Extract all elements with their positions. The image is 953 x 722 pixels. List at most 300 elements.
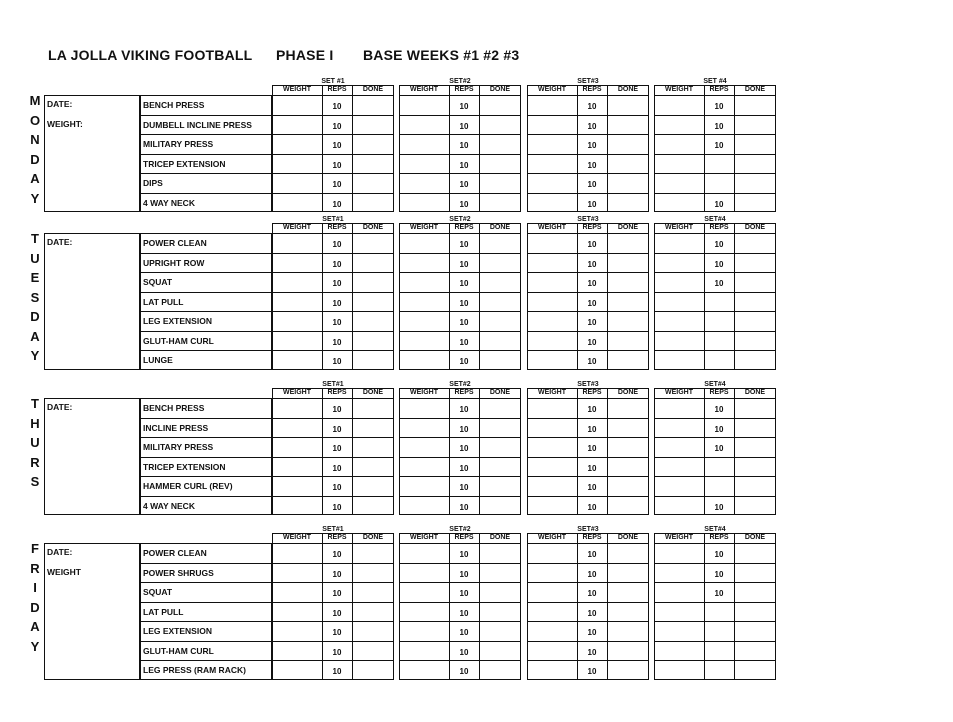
row-line: [140, 292, 272, 293]
column-divider: [527, 533, 528, 543]
row-line: [654, 602, 776, 603]
reps-value: 10: [714, 279, 724, 288]
reps-value: 10: [332, 483, 342, 492]
team-title: LA JOLLA VIKING FOOTBALL: [48, 47, 253, 63]
row-line: [527, 641, 649, 642]
column-divider: [272, 85, 273, 95]
reps-value: 10: [587, 550, 597, 559]
row-line: [654, 621, 776, 622]
column-divider: [607, 533, 608, 680]
column-divider: [399, 223, 400, 233]
row-line: [654, 115, 776, 116]
row-line: [140, 311, 272, 312]
row-line: [654, 418, 776, 419]
reps-column-header: REPS: [327, 534, 347, 541]
done-column-header: DONE: [744, 224, 766, 231]
day-letter: I: [33, 580, 37, 595]
row-line: [399, 476, 521, 477]
row-line: [140, 193, 272, 194]
reps-column-header: REPS: [454, 389, 474, 396]
reps-value: 10: [332, 667, 342, 676]
reps-value: 10: [714, 102, 724, 111]
day-letter: R: [30, 560, 40, 576]
weight-column-header: WEIGHT: [538, 224, 566, 231]
row-line: [527, 173, 649, 174]
set-label: SET#3: [577, 381, 599, 388]
reps-value: 10: [587, 628, 597, 637]
exercise-name: GLUT-HAM CURL: [143, 645, 214, 656]
exercise-name: 4 WAY NECK: [143, 197, 195, 208]
row-line: [140, 154, 272, 155]
reps-value: 10: [459, 199, 469, 209]
column-divider: [654, 223, 655, 233]
set-label: SET#2: [449, 216, 471, 223]
row-line: [140, 253, 272, 254]
header-line: [527, 388, 649, 389]
row-line: [140, 272, 272, 273]
row-line: [399, 173, 521, 174]
column-divider: [654, 388, 655, 398]
column-divider: [399, 533, 400, 543]
reps-value: 10: [459, 298, 469, 308]
reps-value: 10: [587, 160, 597, 170]
row-line: [654, 253, 776, 254]
exercise-name: LUNGE: [143, 355, 173, 365]
reps-value: 10: [332, 628, 342, 637]
reps-value: 10: [714, 121, 724, 131]
row-line: [272, 311, 394, 312]
row-line: [272, 641, 394, 642]
column-divider: [520, 388, 521, 398]
row-line: [654, 311, 776, 312]
done-column-header: DONE: [617, 86, 639, 93]
weight-column-header: WEIGHT: [538, 534, 566, 541]
reps-value: 10: [459, 569, 469, 579]
row-line: [654, 272, 776, 273]
reps-value: 10: [332, 444, 342, 453]
day-letter: Y: [30, 348, 40, 363]
reps-value: 10: [587, 318, 597, 327]
reps-column-header: REPS: [327, 389, 347, 396]
column-divider: [393, 85, 394, 95]
reps-value: 10: [587, 483, 597, 492]
row-line: [654, 173, 776, 174]
row-line: [399, 193, 521, 194]
info-label: DATE:: [47, 99, 73, 109]
reps-value: 10: [587, 424, 597, 434]
day-letter: A: [30, 619, 40, 634]
row-line: [399, 154, 521, 155]
reps-column-header: REPS: [709, 389, 729, 396]
reps-value: 10: [459, 318, 469, 327]
row-line: [399, 457, 521, 458]
header-line: [527, 85, 649, 86]
reps-column-header: REPS: [709, 534, 729, 541]
column-divider: [393, 223, 394, 233]
day-letter: A: [30, 171, 40, 186]
row-line: [654, 193, 776, 194]
done-column-header: DONE: [489, 86, 511, 93]
done-column-header: DONE: [617, 534, 639, 541]
reps-value: 10: [459, 444, 469, 453]
phase-title: PHASE I: [276, 47, 334, 63]
row-line: [527, 154, 649, 155]
done-column-header: DONE: [362, 224, 384, 231]
row-line: [654, 582, 776, 583]
exercise-name: MILITARY PRESS: [143, 139, 214, 149]
reps-value: 10: [587, 502, 597, 512]
exercise-name: HAMMER CURL (REV): [143, 481, 233, 491]
row-line: [654, 641, 776, 642]
reps-value: 10: [587, 102, 597, 111]
header-line: [272, 223, 394, 224]
info-label: DATE:: [47, 237, 73, 247]
day-letter: E: [30, 270, 40, 285]
set-label: SET#4: [704, 381, 726, 388]
weight-column-header: WEIGHT: [665, 86, 693, 93]
row-line: [527, 457, 649, 458]
row-line: [654, 563, 776, 564]
day-letter: Y: [30, 190, 40, 206]
row-line: [527, 602, 649, 603]
reps-value: 10: [587, 463, 597, 473]
row-line: [399, 602, 521, 603]
exercise-name: POWER SHRUGS: [143, 567, 214, 578]
reps-value: 10: [459, 121, 469, 131]
reps-value: 10: [459, 647, 469, 657]
reps-value: 10: [714, 405, 724, 414]
reps-value: 10: [587, 298, 597, 308]
row-line: [654, 437, 776, 438]
row-line: [527, 418, 649, 419]
row-line: [272, 496, 394, 497]
column-divider: [393, 533, 394, 543]
set-label: SET#4: [704, 216, 726, 223]
row-line: [399, 660, 521, 661]
row-line: [272, 115, 394, 116]
row-line: [399, 641, 521, 642]
weight-column-header: WEIGHT: [283, 86, 311, 93]
header-line: [272, 388, 394, 389]
row-line: [140, 173, 272, 174]
exercise-name: DIPS: [143, 178, 163, 188]
column-divider: [399, 388, 400, 398]
set-label: SET#4: [704, 526, 726, 533]
reps-value: 10: [587, 444, 597, 453]
info-label: WEIGHT:: [47, 118, 83, 129]
column-divider: [479, 533, 480, 680]
row-line: [654, 457, 776, 458]
row-line: [527, 350, 649, 351]
reps-value: 10: [714, 141, 724, 150]
day-letter: S: [30, 289, 40, 305]
row-line: [140, 476, 272, 477]
column-divider: [399, 85, 400, 95]
day-letter: F: [31, 541, 39, 556]
row-line: [399, 272, 521, 273]
reps-value: 10: [459, 483, 469, 492]
reps-value: 10: [587, 647, 597, 657]
column-divider: [272, 533, 273, 543]
reps-value: 10: [459, 608, 469, 618]
reps-column-header: REPS: [454, 224, 474, 231]
reps-value: 10: [459, 502, 469, 512]
exercise-name: SQUAT: [143, 277, 173, 287]
header-line: [654, 223, 776, 224]
reps-value: 10: [459, 259, 469, 269]
row-line: [654, 292, 776, 293]
column-divider: [607, 223, 608, 370]
reps-value: 10: [332, 141, 342, 150]
exercise-name: LEG EXTENSION: [143, 626, 212, 636]
reps-value: 10: [459, 279, 469, 288]
exercise-name: LAT PULL: [143, 606, 184, 617]
done-column-header: DONE: [362, 534, 384, 541]
reps-value: 10: [459, 141, 469, 150]
reps-value: 10: [587, 405, 597, 414]
column-divider: [352, 223, 353, 370]
column-divider: [734, 533, 735, 680]
done-column-header: DONE: [489, 224, 511, 231]
row-line: [399, 311, 521, 312]
day-letter: A: [30, 328, 40, 344]
reps-value: 10: [332, 424, 342, 434]
reps-value: 10: [332, 502, 342, 512]
row-line: [272, 602, 394, 603]
reps-value: 10: [459, 550, 469, 559]
reps-value: 10: [459, 628, 469, 637]
column-divider: [775, 533, 776, 543]
column-divider: [654, 85, 655, 95]
exercise-name: INCLINE PRESS: [143, 422, 209, 433]
weight-column-header: WEIGHT: [538, 389, 566, 396]
row-line: [527, 476, 649, 477]
info-label: WEIGHT: [47, 566, 81, 577]
header-line: [399, 533, 521, 534]
row-line: [399, 437, 521, 438]
day-letter: T: [31, 396, 39, 411]
exercise-name: BENCH PRESS: [143, 100, 205, 110]
column-divider: [520, 533, 521, 543]
row-line: [272, 563, 394, 564]
row-line: [654, 350, 776, 351]
exercise-name: SQUAT: [143, 587, 173, 597]
reps-value: 10: [459, 405, 469, 414]
reps-value: 10: [332, 259, 342, 269]
column-divider: [734, 223, 735, 370]
reps-value: 10: [587, 180, 597, 189]
row-line: [140, 134, 272, 135]
day-letter: H: [30, 415, 40, 431]
exercise-name: UPRIGHT ROW: [143, 257, 205, 268]
header-line: [527, 533, 649, 534]
day-letter: U: [30, 435, 40, 450]
row-line: [272, 331, 394, 332]
reps-value: 10: [587, 259, 597, 269]
row-line: [140, 660, 272, 661]
set-label: SET#3: [577, 78, 599, 85]
column-divider: [775, 388, 776, 398]
info-box: [44, 398, 140, 515]
reps-value: 10: [459, 160, 469, 170]
reps-column-header: REPS: [582, 224, 602, 231]
row-line: [272, 582, 394, 583]
done-column-header: DONE: [617, 389, 639, 396]
done-column-header: DONE: [617, 224, 639, 231]
row-line: [399, 563, 521, 564]
header-line: [399, 388, 521, 389]
row-line: [527, 660, 649, 661]
info-box: [44, 95, 140, 212]
reps-value: 10: [332, 357, 342, 366]
day-letter: N: [30, 132, 40, 147]
row-line: [527, 496, 649, 497]
row-line: [140, 641, 272, 642]
weeks-title: BASE WEEKS #1 #2 #3: [363, 47, 520, 63]
row-line: [272, 437, 394, 438]
row-line: [527, 272, 649, 273]
column-divider: [648, 85, 649, 95]
row-line: [140, 437, 272, 438]
day-letter: R: [30, 454, 40, 470]
weight-column-header: WEIGHT: [665, 534, 693, 541]
reps-value: 10: [587, 357, 597, 366]
done-column-header: DONE: [489, 389, 511, 396]
row-line: [272, 660, 394, 661]
done-column-header: DONE: [744, 389, 766, 396]
row-line: [399, 418, 521, 419]
column-divider: [654, 533, 655, 543]
row-line: [399, 621, 521, 622]
reps-value: 10: [714, 199, 724, 209]
row-line: [654, 134, 776, 135]
header-line: [399, 223, 521, 224]
info-box: [44, 543, 140, 680]
header-line: [272, 533, 394, 534]
row-line: [272, 173, 394, 174]
row-line: [399, 115, 521, 116]
reps-value: 10: [332, 102, 342, 111]
reps-column-header: REPS: [582, 86, 602, 93]
column-divider: [775, 85, 776, 95]
header-line: [272, 85, 394, 86]
reps-value: 10: [332, 240, 342, 249]
row-line: [140, 621, 272, 622]
row-line: [140, 582, 272, 583]
exercise-name: POWER CLEAN: [143, 238, 207, 248]
exercise-name: POWER CLEAN: [143, 548, 207, 558]
column-divider: [527, 223, 528, 233]
row-line: [527, 134, 649, 135]
row-line: [140, 602, 272, 603]
column-divider: [352, 533, 353, 680]
row-line: [272, 292, 394, 293]
row-line: [399, 350, 521, 351]
reps-value: 10: [714, 569, 724, 579]
exercise-name: LEG EXTENSION: [143, 316, 212, 326]
column-divider: [648, 223, 649, 233]
reps-value: 10: [459, 667, 469, 676]
day-letter: T: [31, 231, 39, 246]
reps-value: 10: [714, 444, 724, 453]
row-line: [140, 496, 272, 497]
reps-value: 10: [459, 102, 469, 111]
column-divider: [527, 388, 528, 398]
row-line: [272, 476, 394, 477]
reps-value: 10: [332, 647, 342, 657]
set-label: SET#2: [449, 381, 471, 388]
day-letter: U: [30, 250, 40, 266]
set-label: SET #1: [321, 78, 345, 85]
row-line: [527, 621, 649, 622]
reps-value: 10: [714, 424, 724, 434]
row-line: [527, 292, 649, 293]
exercise-name: GLUT-HAM CURL: [143, 335, 214, 346]
row-line: [527, 437, 649, 438]
day-letter: D: [30, 309, 40, 324]
set-label: SET #4: [703, 78, 727, 85]
exercise-name: MILITARY PRESS: [143, 442, 214, 452]
row-line: [140, 350, 272, 351]
row-line: [272, 350, 394, 351]
row-line: [272, 134, 394, 135]
reps-column-header: REPS: [709, 86, 729, 93]
reps-value: 10: [332, 199, 342, 209]
reps-value: 10: [332, 318, 342, 327]
set-label: SET#2: [449, 78, 471, 85]
exercise-name: DUMBELL INCLINE PRESS: [143, 119, 252, 130]
row-line: [272, 457, 394, 458]
done-column-header: DONE: [744, 534, 766, 541]
weight-column-header: WEIGHT: [283, 534, 311, 541]
reps-value: 10: [332, 160, 342, 170]
info-box: [44, 233, 140, 370]
row-line: [272, 253, 394, 254]
header-line: [654, 388, 776, 389]
reps-value: 10: [332, 279, 342, 288]
reps-column-header: REPS: [327, 86, 347, 93]
row-line: [140, 457, 272, 458]
weight-column-header: WEIGHT: [410, 224, 438, 231]
row-line: [399, 331, 521, 332]
weight-column-header: WEIGHT: [665, 224, 693, 231]
header-line: [654, 85, 776, 86]
reps-value: 10: [332, 550, 342, 559]
row-line: [272, 193, 394, 194]
row-line: [399, 134, 521, 135]
reps-value: 10: [332, 180, 342, 189]
weight-column-header: WEIGHT: [283, 224, 311, 231]
set-label: SET#3: [577, 526, 599, 533]
set-label: SET#3: [577, 216, 599, 223]
reps-column-header: REPS: [454, 86, 474, 93]
column-divider: [272, 223, 273, 233]
done-column-header: DONE: [489, 534, 511, 541]
reps-value: 10: [587, 240, 597, 249]
info-label: DATE:: [47, 402, 73, 412]
row-line: [654, 476, 776, 477]
reps-value: 10: [459, 357, 469, 366]
exercise-name: LAT PULL: [143, 296, 184, 307]
set-label: SET#1: [322, 526, 344, 533]
reps-value: 10: [332, 589, 342, 598]
header-line: [399, 85, 521, 86]
done-column-header: DONE: [744, 86, 766, 93]
reps-value: 10: [587, 199, 597, 209]
day-letter: O: [29, 112, 41, 128]
reps-value: 10: [587, 141, 597, 150]
row-line: [654, 331, 776, 332]
